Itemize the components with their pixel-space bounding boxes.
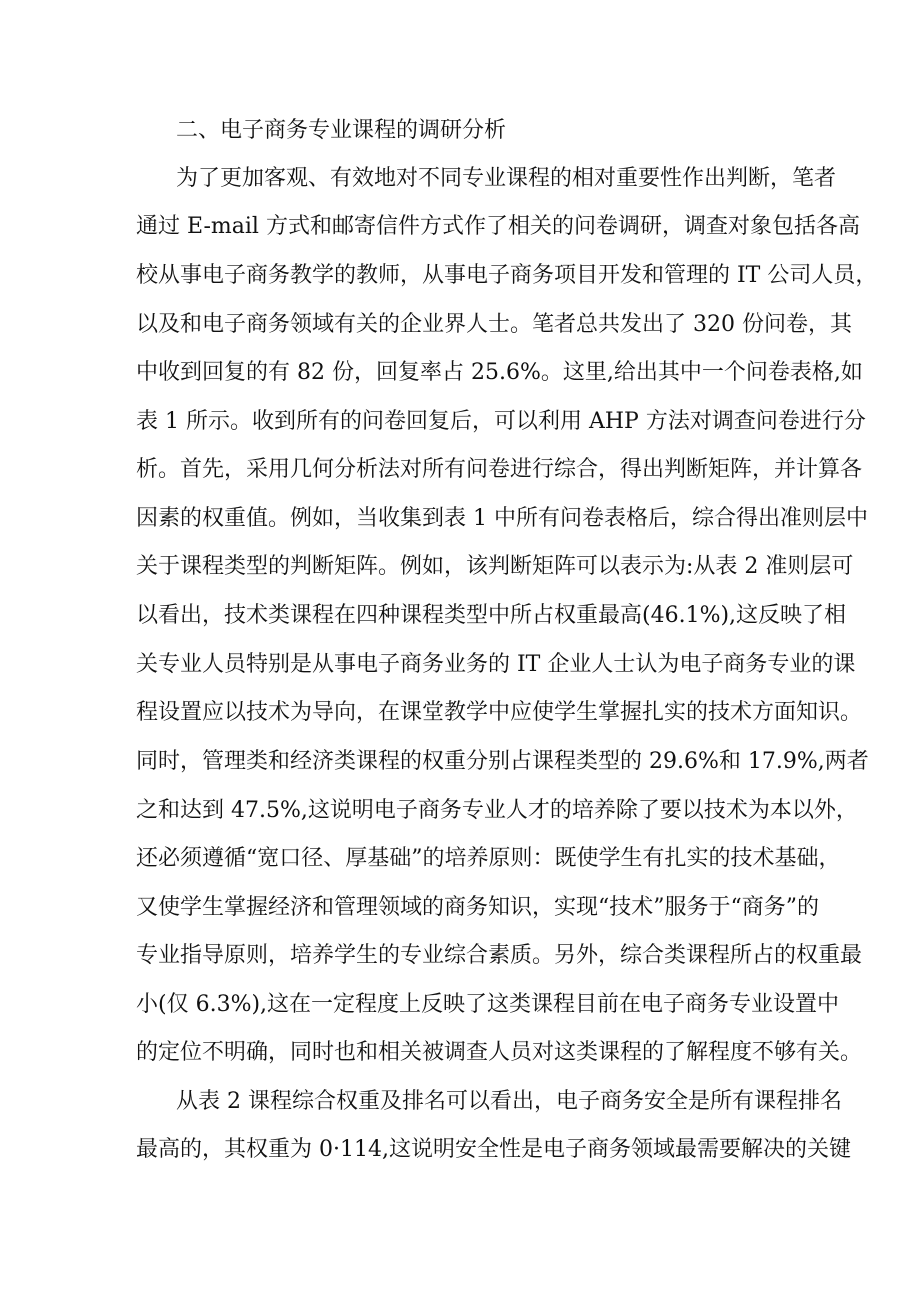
paragraph-line: 同时，管理类和经济类课程的权重分别占课程类型的 29.6%和 17.9%,两者 (136, 749, 869, 774)
paragraph-line: 关于课程类型的判断矩阵。例如，该判断矩阵可以表示为:从表 2 准则层可 (136, 554, 854, 579)
paragraph-line: 最高的，其权重为 0·114,这说明安全性是电子商务领域最需要解决的关键 (136, 1137, 851, 1162)
paragraph-line: 以及和电子商务领域有关的企业界人士。笔者总共发出了 320 份问卷，其 (136, 312, 852, 337)
paragraph-line: 为了更加客观、有效地对不同专业课程的相对重要性作出判断，笔者 (176, 166, 837, 191)
paragraph-line: 通过 E-mail 方式和邮寄信件方式作了相关的问卷调研，调查对象包括各高 (136, 214, 860, 239)
paragraph-line: 关专业人员特别是从事电子商务业务的 IT 企业人士认为电子商务专业的课 (136, 652, 856, 677)
paragraph-line: 因素的权重值。例如，当收集到表 1 中所有问卷表格后，综合得出准则层中 (136, 506, 868, 531)
paragraph-line: 从表 2 课程综合权重及排名可以看出，电子商务安全是所有课程排名 (176, 1089, 842, 1114)
paragraph-line: 表 1 所示。收到所有的问卷回复后，可以利用 AHP 方法对调查问卷进行分 (136, 409, 866, 434)
paragraph-line: 以看出，技术类课程在四种课程类型中所占权重最高(46.1%),这反映了相 (136, 603, 847, 628)
paragraph-line: 又使学生掌握经济和管理领域的商务知识，实现“技术”服务于“商务”的 (136, 895, 819, 920)
paragraph-line: 专业指导原则，培养学生的专业综合素质。另外，综合类课程所占的权重最 (136, 943, 863, 968)
paragraph-line: 还必须遵循“宽口径、厚基础”的培养原则：既使学生有扎实的技术基础， (136, 846, 841, 871)
paragraph-line: 小(仅 6.3%),这在一定程度上反映了这类课程目前在电子商务专业设置中 (136, 992, 840, 1017)
paragraph-line: 中收到回复的有 82 份，回复率占 25.6%。这里,给出其中一个问卷表格,如 (136, 360, 863, 385)
paragraph-line: 析。首先，采用几何分析法对所有问卷进行综合，得出判断矩阵，并计算各 (136, 457, 863, 482)
paragraph-line: 之和达到 47.5%,这说明电子商务专业人才的培养除了要以技术为本以外， (136, 798, 858, 823)
paragraph-line: 校从事电子商务教学的教师，从事电子商务项目开发和管理的 IT 公司人员， (136, 263, 878, 288)
paragraph-line: 程设置应以技术为导向，在课堂教学中应使学生掌握扎实的技术方面知识。 (136, 700, 863, 725)
section-heading: 二、电子商务专业课程的调研分析 (176, 118, 507, 143)
paragraph-line: 的定位不明确，同时也和相关被调查人员对这类课程的了解程度不够有关。 (136, 1040, 863, 1065)
